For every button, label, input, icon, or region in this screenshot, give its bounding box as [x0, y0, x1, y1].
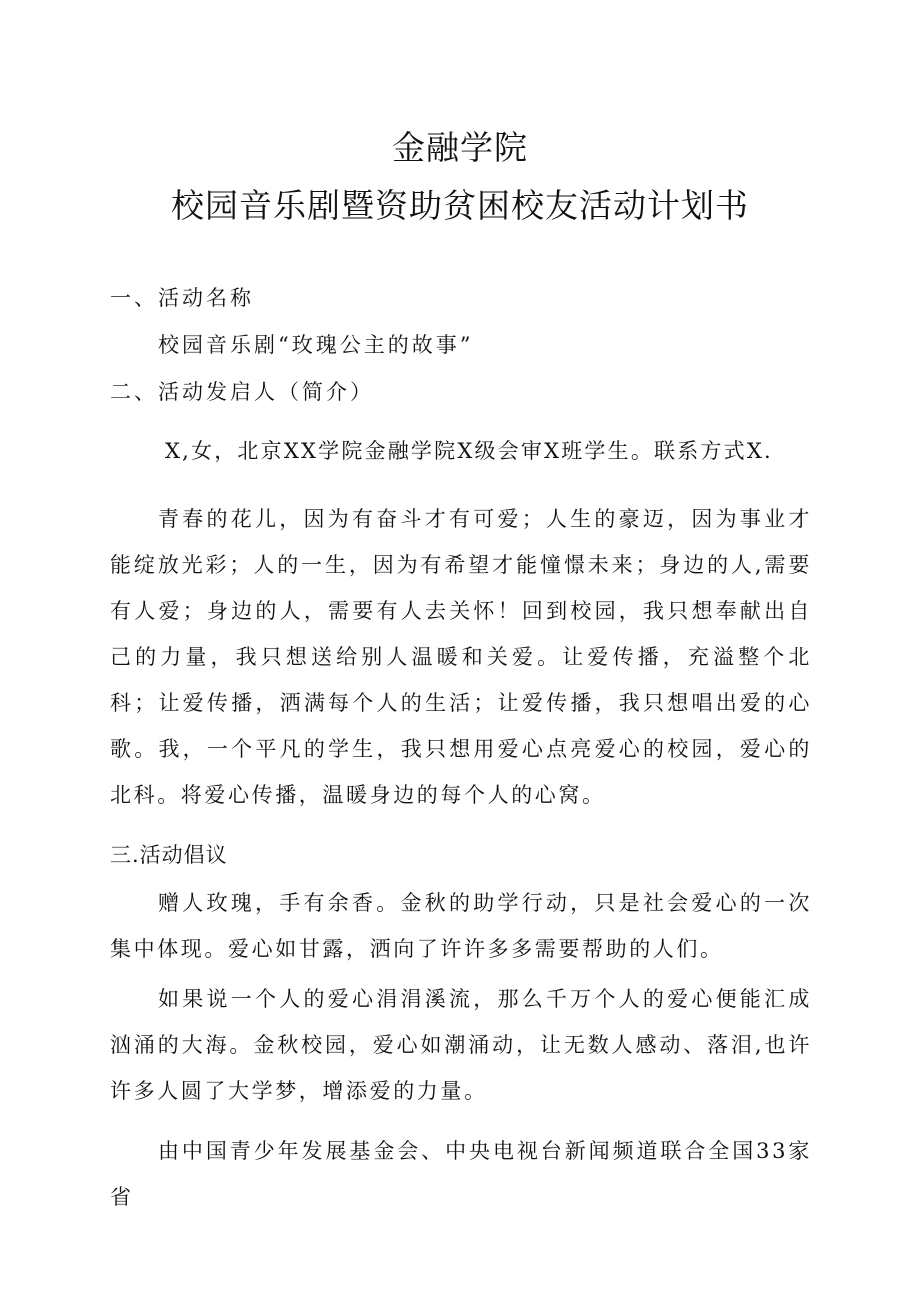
- section-2-heading: 二、活动发启人（简介）: [110, 380, 374, 404]
- section-3-paragraph-3: 由中国青少年发展基金会、中央电视台新闻频道联合全国33家省: [110, 1139, 812, 1209]
- section-3-heading: 三.活动倡议: [110, 843, 228, 867]
- section-2-paragraph: 青春的花儿，因为有奋斗才有可爱；人生的豪迈，因为事业才能绽放光彩；人的一生，因为有希望才能憧憬未来；身边的人,需要有人爱；身边的人，需要有人去关怀！回到校园，我只想奉献出自己的力量，我只想送给别人温暖和关爱。让爱传播，充溢整个北科；让爱传播，洒满每个人的生活；让爱传播，我只想唱出爱的心歌。我，一个平凡的学生，我只想用爱心点亮爱心的校园，爱心的北科。将爱心传播，温暖身边的每个人的心窝。: [110, 507, 812, 807]
- section-1-content: 校园音乐剧“玫瑰公主的故事”: [158, 333, 474, 357]
- section-3-paragraph-2: 如果说一个人的爱心涓涓溪流，那么千万个人的爱心便能汇成汹涌的大海。金秋校园，爱心如潮涌动，让无数人感动、落泪,也许许多人圆了大学梦，增添爱的力量。: [110, 987, 812, 1103]
- section-2-intro: X,女，北京XX学院金融学院X级会审X班学生。联系方式X.: [165, 439, 773, 463]
- section-1-heading: 一、活动名称: [110, 286, 254, 310]
- document-title-line-1: 金融学院: [392, 128, 528, 167]
- document-title-line-2: 校园音乐剧暨资助贫困校友活动计划书: [171, 186, 749, 225]
- section-3-paragraph-1: 赠人玫瑰，手有余香。金秋的助学行动，只是社会爱心的一次集中体现。爱心如甘露，洒向了许许多多需要帮助的人们。: [110, 891, 812, 961]
